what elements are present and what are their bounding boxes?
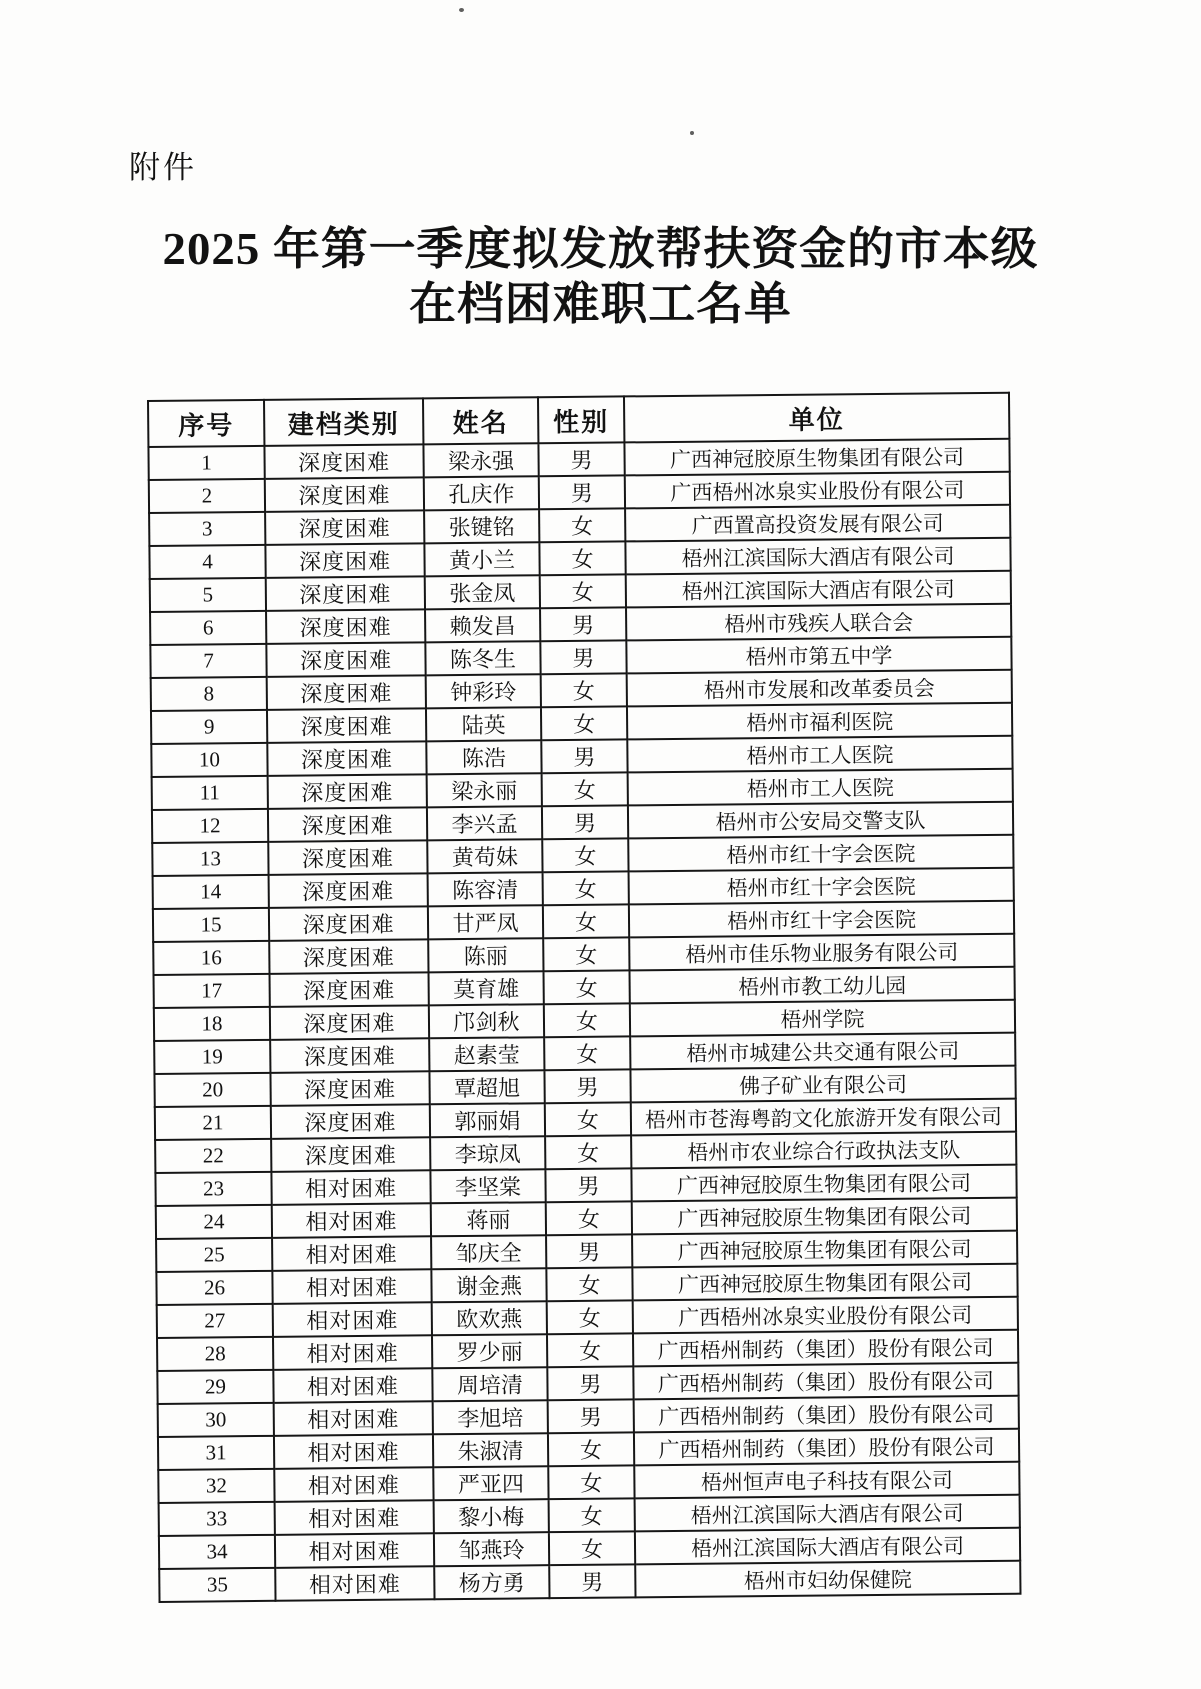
cell-name: 赵素莹 (429, 1037, 544, 1071)
cell-category: 深度困难 (269, 906, 428, 941)
cell-category: 深度困难 (266, 576, 425, 611)
cell-name: 严亚四 (433, 1466, 548, 1500)
cell-no: 11 (152, 776, 268, 810)
cell-no: 33 (159, 1502, 275, 1536)
cell-gender: 女 (543, 937, 629, 971)
cell-unit: 广西梧州冰泉实业股份有限公司 (625, 472, 1010, 509)
cell-category: 相对困难 (274, 1401, 433, 1436)
cell-category: 深度困难 (267, 675, 426, 710)
cell-gender: 男 (548, 1399, 634, 1433)
cell-gender: 男 (546, 1234, 632, 1268)
cell-gender: 女 (541, 673, 627, 707)
cell-name: 谢金燕 (431, 1268, 546, 1302)
cell-no: 14 (153, 875, 269, 909)
cell-gender: 女 (542, 772, 628, 806)
cell-name: 张金凤 (425, 575, 540, 609)
cell-unit: 梧州恒声电子科技有限公司 (634, 1462, 1019, 1499)
cell-unit: 梧州市工人医院 (627, 736, 1012, 773)
cell-name: 莫育雄 (429, 971, 544, 1005)
cell-gender: 女 (544, 970, 630, 1004)
cell-category: 深度困难 (266, 642, 425, 677)
cell-gender: 女 (545, 1135, 631, 1169)
cell-unit: 梧州市农业综合行政执法支队 (631, 1132, 1016, 1169)
cell-gender: 女 (545, 1102, 631, 1136)
cell-gender: 女 (546, 1201, 632, 1235)
cell-name: 李琼凤 (430, 1136, 545, 1170)
cell-name: 陆英 (426, 707, 541, 741)
table-header-row (148, 393, 1009, 447)
cell-gender: 女 (543, 871, 629, 905)
cell-category: 深度困难 (271, 1137, 430, 1172)
cell-no: 34 (159, 1535, 275, 1569)
cell-no: 27 (157, 1304, 273, 1338)
cell-name: 朱淑清 (433, 1433, 548, 1467)
header-name: 姓名 (423, 397, 538, 444)
cell-category: 深度困难 (267, 741, 426, 776)
cell-unit: 广西置高投资发展有限公司 (625, 505, 1010, 542)
header-filing-category: 建档类别 (264, 398, 423, 446)
cell-unit: 佛子矿业有限公司 (630, 1066, 1015, 1103)
header-serial-number: 序号 (148, 400, 264, 447)
cell-gender: 男 (539, 475, 625, 509)
cell-category: 相对困难 (272, 1203, 431, 1238)
cell-unit: 梧州市红十字会医院 (629, 901, 1014, 938)
cell-category: 深度困难 (270, 1038, 429, 1073)
scan-artifact-dot (690, 131, 694, 135)
cell-unit: 广西神冠胶原生物集团有限公司 (632, 1198, 1017, 1235)
cell-unit: 梧州江滨国际大酒店有限公司 (626, 571, 1011, 608)
cell-category: 相对困难 (275, 1533, 434, 1568)
cell-category: 深度困难 (270, 1071, 429, 1106)
cell-category: 深度困难 (268, 840, 427, 875)
cell-gender: 女 (546, 1267, 632, 1301)
cell-unit: 梧州江滨国际大酒店有限公司 (625, 538, 1010, 575)
cell-category: 深度困难 (271, 1104, 430, 1139)
cell-no: 16 (153, 941, 269, 975)
cell-name: 梁永丽 (427, 773, 542, 807)
cell-unit: 广西梧州制药（集团）股份有限公司 (633, 1330, 1018, 1367)
cell-no: 19 (154, 1040, 270, 1074)
cell-category: 深度困难 (268, 774, 427, 809)
cell-gender: 女 (544, 1036, 630, 1070)
cell-gender: 男 (547, 1366, 633, 1400)
cell-no: 31 (158, 1436, 274, 1470)
cell-gender: 男 (545, 1168, 631, 1202)
cell-name: 李兴孟 (427, 806, 542, 840)
cell-no: 10 (151, 743, 267, 777)
cell-name: 邝剑秋 (429, 1004, 544, 1038)
cell-name: 陈容清 (428, 872, 543, 906)
cell-unit: 广西梧州制药（集团）股份有限公司 (633, 1363, 1018, 1400)
cell-name: 陈冬生 (425, 641, 540, 675)
cell-gender: 女 (547, 1300, 633, 1334)
cell-unit: 梧州市教工幼儿园 (629, 967, 1014, 1004)
cell-category: 相对困难 (273, 1302, 432, 1337)
cell-gender: 女 (541, 706, 627, 740)
cell-unit: 梧州市苍海粤韵文化旅游开发有限公司 (631, 1099, 1016, 1136)
page-title-line-2: 在档困难职工名单 (409, 279, 792, 329)
cell-name: 李坚棠 (430, 1169, 545, 1203)
cell-no: 22 (155, 1139, 271, 1173)
cell-name: 陈浩 (426, 740, 541, 774)
cell-category: 相对困难 (272, 1269, 431, 1304)
cell-no: 29 (157, 1370, 273, 1404)
page-title-line-1: 2025 年第一季度拟发放帮扶资金的市本级 (162, 224, 1039, 274)
cell-gender: 女 (547, 1333, 633, 1367)
cell-gender: 男 (542, 805, 628, 839)
cell-name: 蒋丽 (431, 1202, 546, 1236)
cell-name: 黄苟妹 (427, 839, 542, 873)
cell-no: 6 (150, 611, 266, 645)
cell-unit: 梧州市城建公共交通有限公司 (630, 1033, 1015, 1070)
cell-name: 黄小兰 (424, 542, 539, 576)
worker-table-body (148, 439, 1020, 1602)
cell-unit: 梧州市第五中学 (626, 637, 1011, 674)
cell-gender: 女 (544, 1003, 630, 1037)
cell-unit: 梧州江滨国际大酒店有限公司 (635, 1528, 1020, 1565)
cell-no: 8 (151, 677, 267, 711)
cell-unit: 梧州学院 (630, 1000, 1015, 1037)
cell-category: 深度困难 (266, 609, 425, 644)
cell-no: 32 (158, 1469, 274, 1503)
cell-name: 黎小梅 (434, 1499, 549, 1533)
cell-unit: 梧州市妇幼保健院 (635, 1561, 1020, 1598)
cell-category: 相对困难 (274, 1467, 433, 1502)
cell-gender: 女 (549, 1498, 635, 1532)
cell-category: 深度困难 (265, 477, 424, 512)
cell-name: 罗少丽 (432, 1334, 547, 1368)
cell-no: 12 (152, 809, 268, 843)
cell-category: 深度困难 (269, 873, 428, 908)
cell-category: 深度困难 (267, 708, 426, 743)
cell-unit: 梧州市红十字会医院 (629, 868, 1014, 905)
cell-unit: 梧州市福利医院 (627, 703, 1012, 740)
cell-no: 28 (157, 1337, 273, 1371)
cell-name: 周培清 (432, 1367, 547, 1401)
cell-no: 30 (158, 1403, 274, 1437)
cell-category: 深度困难 (265, 510, 424, 545)
cell-category: 相对困难 (271, 1170, 430, 1205)
cell-name: 甘严凤 (428, 905, 543, 939)
attachment-label: 附件 (129, 150, 197, 185)
cell-category: 相对困难 (272, 1236, 431, 1271)
cell-category: 相对困难 (275, 1566, 434, 1601)
cell-unit: 广西神冠胶原生物集团有限公司 (624, 439, 1009, 476)
cell-no: 24 (156, 1205, 272, 1239)
cell-unit: 梧州市红十字会医院 (628, 835, 1013, 872)
cell-no: 20 (154, 1073, 270, 1107)
cell-name: 郭丽娟 (430, 1103, 545, 1137)
cell-category: 相对困难 (273, 1368, 432, 1403)
cell-unit: 梧州市发展和改革委员会 (627, 670, 1012, 707)
cell-unit: 梧州市工人医院 (628, 769, 1013, 806)
cell-gender: 男 (540, 640, 626, 674)
cell-category: 深度困难 (269, 939, 428, 974)
cell-unit: 广西梧州制药（集团）股份有限公司 (634, 1396, 1019, 1433)
cell-category: 深度困难 (270, 972, 429, 1007)
cell-unit: 梧州市公安局交警支队 (628, 802, 1013, 839)
header-unit: 单位 (624, 393, 1009, 443)
cell-no: 21 (155, 1106, 271, 1140)
cell-gender: 女 (548, 1465, 634, 1499)
cell-unit: 梧州江滨国际大酒店有限公司 (635, 1495, 1020, 1532)
cell-no: 1 (148, 446, 264, 480)
cell-no: 18 (154, 1007, 270, 1041)
cell-unit: 广西梧州冰泉实业股份有限公司 (633, 1297, 1018, 1334)
cell-name: 陈丽 (428, 938, 543, 972)
cell-name: 覃超旭 (429, 1070, 544, 1104)
cell-name: 孔庆作 (424, 476, 539, 510)
cell-no: 35 (159, 1568, 275, 1602)
cell-name: 李旭培 (433, 1400, 548, 1434)
cell-no: 15 (153, 908, 269, 942)
cell-no: 9 (151, 710, 267, 744)
cell-no: 5 (150, 578, 266, 612)
cell-no: 26 (156, 1271, 272, 1305)
cell-category: 相对困难 (275, 1500, 434, 1535)
cell-category: 相对困难 (274, 1434, 433, 1469)
cell-unit: 广西梧州制药（集团）股份有限公司 (634, 1429, 1019, 1466)
cell-gender: 女 (540, 574, 626, 608)
cell-category: 相对困难 (273, 1335, 432, 1370)
cell-gender: 男 (538, 442, 624, 476)
difficult-workers-table (147, 392, 1022, 1603)
cell-no: 13 (152, 842, 268, 876)
cell-gender: 女 (539, 508, 625, 542)
cell-name: 欧欢燕 (432, 1301, 547, 1335)
cell-name: 张键铭 (424, 509, 539, 543)
cell-gender: 男 (549, 1564, 635, 1598)
header-gender: 性别 (538, 396, 624, 443)
cell-name: 杨方勇 (434, 1565, 549, 1599)
cell-no: 2 (149, 479, 265, 513)
cell-no: 7 (150, 644, 266, 678)
cell-name: 梁永强 (423, 443, 538, 477)
cell-unit: 广西神冠胶原生物集团有限公司 (632, 1264, 1017, 1301)
cell-gender: 男 (541, 739, 627, 773)
cell-category: 深度困难 (268, 807, 427, 842)
cell-category: 深度困难 (264, 444, 423, 479)
cell-gender: 女 (543, 904, 629, 938)
cell-unit: 梧州市佳乐物业服务有限公司 (629, 934, 1014, 971)
cell-no: 4 (149, 545, 265, 579)
cell-gender: 女 (542, 838, 628, 872)
cell-name: 赖发昌 (425, 608, 540, 642)
cell-no: 23 (155, 1172, 271, 1206)
cell-category: 深度困难 (265, 543, 424, 578)
page-title (0, 222, 1201, 332)
cell-name: 钟彩玲 (426, 674, 541, 708)
cell-unit: 梧州市残疾人联合会 (626, 604, 1011, 641)
cell-no: 25 (156, 1238, 272, 1272)
cell-unit: 广西神冠胶原生物集团有限公司 (632, 1231, 1017, 1268)
scan-artifact-dot (459, 8, 464, 12)
cell-name: 邹燕玲 (434, 1532, 549, 1566)
table-row (159, 1561, 1020, 1602)
cell-gender: 女 (539, 541, 625, 575)
cell-gender: 女 (548, 1432, 634, 1466)
cell-category: 深度困难 (270, 1005, 429, 1040)
cell-no: 17 (154, 974, 270, 1008)
cell-no: 3 (149, 512, 265, 546)
cell-unit: 广西神冠胶原生物集团有限公司 (631, 1165, 1016, 1202)
cell-gender: 男 (544, 1069, 630, 1103)
cell-name: 邹庆全 (431, 1235, 546, 1269)
cell-gender: 男 (540, 607, 626, 641)
cell-gender: 女 (549, 1531, 635, 1565)
